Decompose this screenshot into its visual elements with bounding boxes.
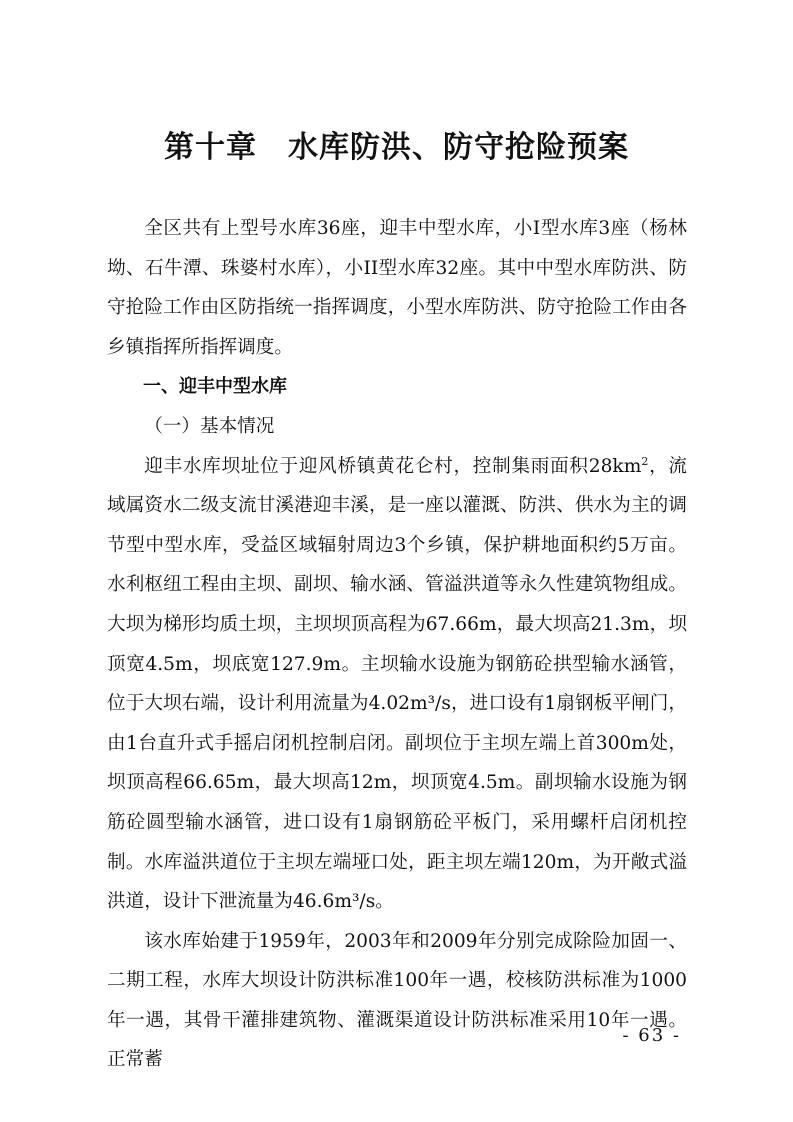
superscript: 2 xyxy=(641,454,649,468)
body-text xyxy=(107,209,687,1080)
basic-info-text-b: ，流域属资水二级支流甘溪港迎丰溪，是一座以灌溉、防洪、供水为主的调节型中型水库，受益区域辐射周边3个乡镇，保护耕地面积约5万亩。水利枢纽工程由主坝、副坝、输水涵、管溢洪道等永久性建筑物组成。大坝为梯形均质土坝，主坝坝顶高程为67.66m，最大坝高21.3m，坝顶宽4.5m，坝底宽127.9m。主坝输水设施为钢筋砼拱型输水涵管，位于大坝右端，设计利用流量为4.02m³/s，进口设有1扇钢板平闸门，由1台直升式手摇启闭机控制启闭。副坝位于主坝左端上首300m处，坝顶高程66.65m，最大坝高12m，坝顶宽4.5m。副坝输水设施为钢筋砼圆型输水涵管，进口设有1扇钢筋砼平板门，采用螺杆启闭机控制。水库溢洪道位于主坝左端垭口处，距主坝左端120m，为开敞式溢洪道，设计下泄流量为46.6m³/s。 xyxy=(107,455,687,913)
subsection-heading: （一）基本情况 xyxy=(144,415,275,437)
basic-info-text-a: 迎丰水库坝址位于迎风桥镇黄花仑村，控制集雨面积28km xyxy=(144,455,642,477)
page-title: 第十章 水库防洪、防守抢险预案 xyxy=(164,130,629,165)
page-number: - 63 - xyxy=(622,1025,681,1046)
history-paragraph: 该水库始建于1959年，2003年和2009年分别完成除险加固一、二期工程，水库大坝设计防洪标准100年一遇，校核防洪标准为1000年一遇，其骨干灌排建筑物、灌溉渠道设计防洪标准采用10年一遇。正常蓄 xyxy=(107,930,687,1071)
intro-paragraph: 全区共有上型号水库36座，迎丰中型水库，小I型水库3座（杨林坳、石牛潭、珠婆村水库），小II型水库32座。其中中型水库防洪、防守抢险工作由区防指统一指挥调度，小型水库防洪、防守抢险工作由各乡镇指挥所指挥调度。 xyxy=(107,218,687,358)
section-heading: 一、迎丰中型水库 xyxy=(143,376,287,398)
basic-info-paragraph xyxy=(107,447,687,922)
